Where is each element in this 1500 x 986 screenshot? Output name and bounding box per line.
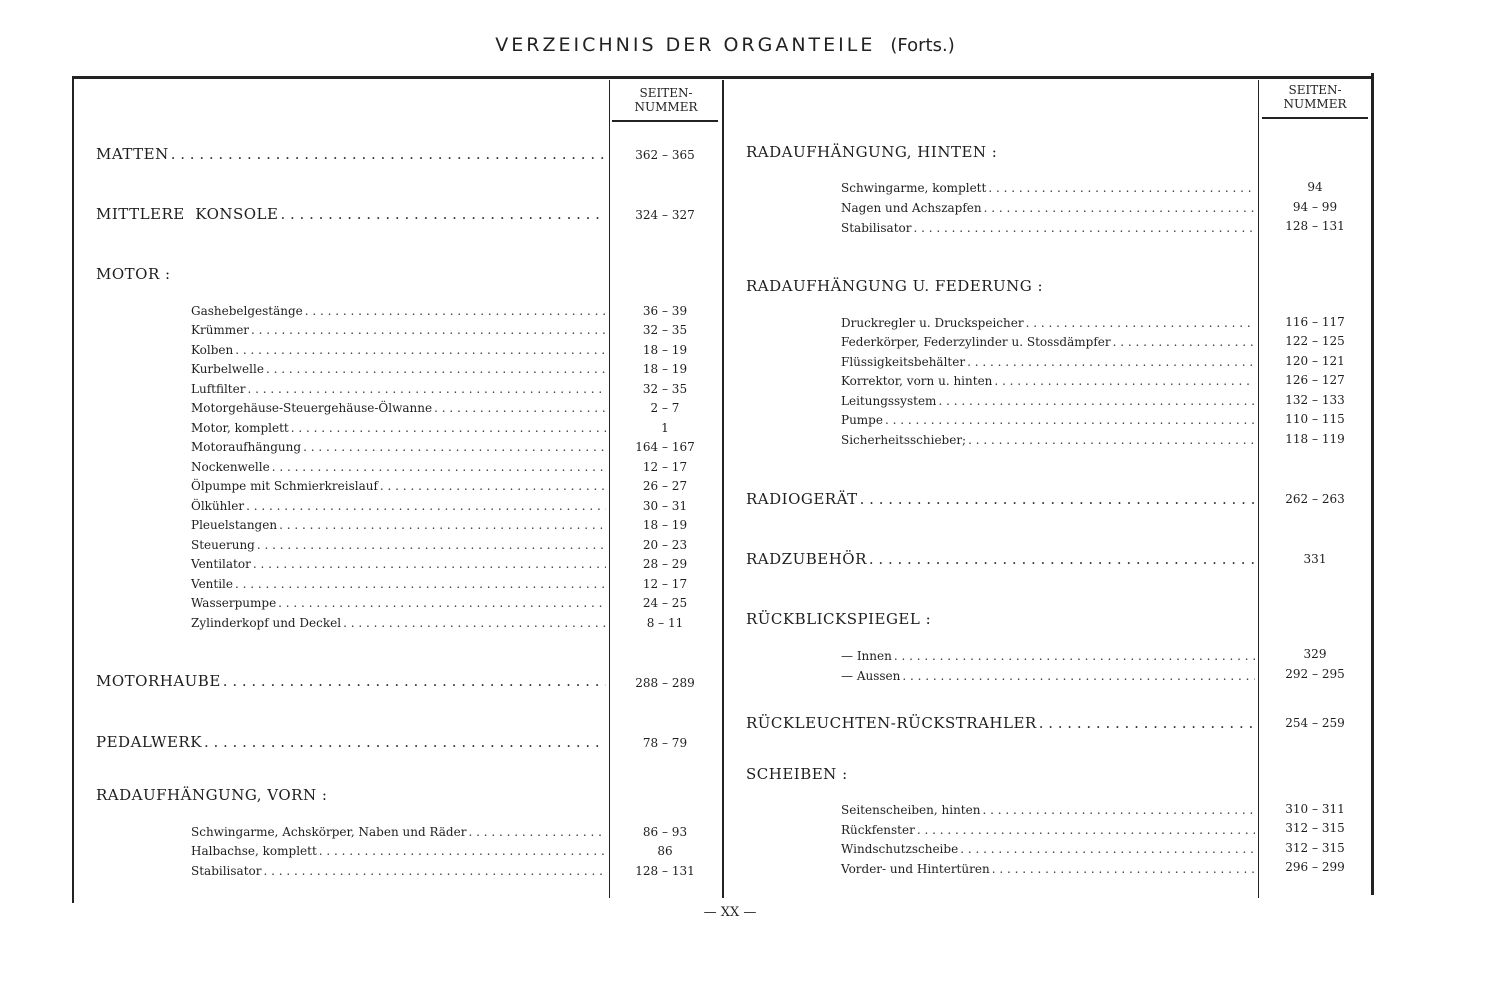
dot-leader: [291, 421, 606, 435]
page-range: 288 – 289: [635, 676, 695, 690]
section-heading: RÜCKBLICKSPIEGEL :: [746, 610, 932, 628]
dot-leader: [982, 803, 1255, 817]
dot-leader: [992, 862, 1255, 876]
entry-label: — Innen: [841, 649, 892, 663]
page-range: 1: [661, 421, 669, 435]
entry-label: RADZUBEHÖR: [746, 550, 867, 568]
page-range: 36 – 39: [642, 304, 688, 318]
page-range: 128 – 131: [635, 864, 695, 878]
index-subentry: [191, 382, 606, 396]
index-subentry: [841, 823, 1255, 837]
entry-label: Kurbelwelle: [191, 362, 264, 376]
entry-label: Korrektor, vorn u. hinten: [841, 374, 993, 388]
entry-label: Ölkühler: [191, 499, 245, 513]
dot-leader: [319, 844, 606, 858]
dot-leader: [434, 401, 606, 415]
entry-label: RADIOGERÄT: [746, 490, 858, 508]
index-subentry: [841, 803, 1255, 817]
entry-label: RÜCKLEUCHTEN-RÜCKSTRAHLER: [746, 714, 1037, 732]
page-range: 120 – 121: [1285, 354, 1345, 368]
table-top-rule: [72, 76, 1374, 79]
page-range: 18 – 19: [642, 343, 688, 357]
page-range: 20 – 23: [642, 538, 688, 552]
entry-label: Stabilisator: [841, 221, 912, 235]
page-range: 2 – 7: [650, 401, 680, 415]
entry-label: PEDALWERK: [96, 733, 202, 751]
dot-leader: [247, 382, 606, 396]
dot-leader: [343, 616, 606, 630]
dot-leader: [235, 343, 606, 357]
dot-leader: [235, 577, 606, 591]
page-range: 362 – 365: [635, 148, 695, 162]
title-main: VERZEICHNIS DER ORGANTEILE: [495, 34, 876, 56]
left-page-number-header: [612, 86, 720, 114]
entry-label: Schwingarme, komplett: [841, 181, 987, 195]
entry-label: Windschutzscheibe: [841, 842, 959, 856]
entry-label: Luftfilter: [191, 382, 246, 396]
title-suffix: (Forts.): [890, 35, 955, 56]
dot-leader: [204, 733, 606, 751]
entry-label: Krümmer: [191, 323, 250, 337]
entry-label: Ventilator: [191, 557, 251, 571]
page-title: [0, 34, 1450, 56]
page-range: 32 – 35: [642, 323, 688, 337]
entry-label: Motoraufhängung: [191, 440, 302, 454]
right-header-rule: [1262, 117, 1368, 119]
dot-leader: [1113, 335, 1255, 349]
right-page-column-divider: [1258, 80, 1259, 898]
dot-leader: [885, 413, 1255, 427]
page-range: 12 – 17: [642, 577, 688, 591]
page-range: 329: [1303, 647, 1327, 661]
index-entry: [746, 550, 1255, 568]
right-outer-border: [1371, 73, 1374, 895]
entry-label: MATTEN: [96, 145, 169, 163]
dot-leader: [266, 362, 606, 376]
entry-label: Zylinderkopf und Deckel: [191, 616, 342, 630]
index-subentry: [841, 335, 1255, 349]
page-range: 86: [657, 844, 673, 858]
left-page-column-divider: [609, 80, 610, 898]
index-subentry: [841, 669, 1255, 683]
index-subentry: [191, 401, 606, 415]
index-subentry: [191, 323, 606, 337]
index-subentry: [191, 421, 606, 435]
page-range: 18 – 19: [642, 518, 688, 532]
dot-leader: [380, 479, 606, 493]
section-heading: RADAUFHÄNGUNG, HINTEN :: [746, 143, 998, 161]
index-subentry: [191, 538, 606, 552]
index-subentry: [191, 479, 606, 493]
dot-leader: [960, 842, 1255, 856]
dot-leader: [303, 440, 606, 454]
index-subentry: [191, 304, 606, 318]
center-divider: [722, 80, 724, 898]
index-subentry: [191, 343, 606, 357]
dot-leader: [984, 201, 1255, 215]
page-range: 28 – 29: [642, 557, 688, 571]
page-range: 312 – 315: [1285, 821, 1345, 835]
index-entry: [96, 672, 606, 690]
page-range: 164 – 167: [635, 440, 695, 454]
index-subentry: [841, 862, 1255, 876]
page-range: 26 – 27: [642, 479, 688, 493]
index-subentry: [191, 362, 606, 376]
index-subentry: [841, 355, 1255, 369]
index-subentry: [191, 825, 606, 839]
index-subentry: [841, 374, 1255, 388]
entry-label: Pumpe: [841, 413, 883, 427]
page-range: 116 – 117: [1285, 315, 1345, 329]
index-subentry: [191, 499, 606, 513]
entry-label: Seitenscheiben, hinten: [841, 803, 981, 817]
index-entry: [746, 490, 1255, 508]
page-range: 24 – 25: [642, 596, 688, 610]
index-entry: [746, 714, 1255, 732]
dot-leader: [171, 145, 606, 163]
entry-label: Schwingarme, Achskörper, Naben und Räder: [191, 825, 467, 839]
index-subentry: [841, 842, 1255, 856]
entry-label: Ventile: [191, 577, 233, 591]
index-subentry: [841, 649, 1255, 663]
dot-leader: [251, 323, 606, 337]
entry-label: MOTORHAUBE: [96, 672, 221, 690]
dot-leader: [280, 205, 606, 223]
entry-label: Steuerung: [191, 538, 255, 552]
dot-leader: [246, 499, 606, 513]
page-range: 126 – 127: [1285, 373, 1345, 387]
index-subentry: [191, 440, 606, 454]
dot-leader: [917, 823, 1255, 837]
page-range: 12 – 17: [642, 460, 688, 474]
dot-leader: [869, 550, 1255, 568]
page-range: 312 – 315: [1285, 841, 1345, 855]
entry-label: Federkörper, Federzylinder u. Stossdämpfer: [841, 335, 1111, 349]
dot-leader: [253, 557, 606, 571]
index-subentry: [841, 221, 1255, 235]
page-range: 128 – 131: [1285, 219, 1345, 233]
index-subentry: [191, 577, 606, 591]
page-range: 94 – 99: [1292, 200, 1338, 214]
entry-label: Pleuelstangen: [191, 518, 278, 532]
page-range: 18 – 19: [642, 362, 688, 376]
dot-leader: [257, 538, 606, 552]
index-subentry: [841, 201, 1255, 215]
dot-leader: [305, 304, 606, 318]
index-entry: [96, 733, 606, 751]
dot-leader: [264, 864, 607, 878]
dot-leader: [894, 649, 1255, 663]
page-range: 78 – 79: [642, 736, 688, 750]
index-subentry: [841, 433, 1255, 447]
left-outer-border: [72, 77, 74, 903]
header-line1: SEITEN-: [639, 86, 693, 100]
entry-label: Stabilisator: [191, 864, 262, 878]
page-range: 132 – 133: [1285, 393, 1345, 407]
entry-label: Ölpumpe mit Schmierkreislauf: [191, 479, 378, 493]
entry-label: Halbachse, komplett: [191, 844, 317, 858]
dot-leader: [938, 394, 1255, 408]
page-range: 86 – 93: [642, 825, 688, 839]
section-heading: SCHEIBEN :: [746, 765, 848, 783]
page-number-footer: — XX —: [703, 905, 757, 920]
page-range: 30 – 31: [642, 499, 688, 513]
entry-label: Leitungssystem: [841, 394, 937, 408]
header-line2: NUMMER: [634, 100, 698, 114]
page-range: 118 – 119: [1285, 432, 1345, 446]
left-header-rule: [612, 120, 718, 122]
dot-leader: [278, 596, 606, 610]
section-heading: RADAUFHÄNGUNG U. FEDERUNG :: [746, 277, 1044, 295]
page-range: 110 – 115: [1285, 412, 1345, 426]
dot-leader: [860, 490, 1255, 508]
index-subentry: [841, 316, 1255, 330]
page-range: 32 – 35: [642, 382, 688, 396]
index-entry: [96, 145, 606, 163]
page-range: 8 – 11: [646, 616, 684, 630]
page-range: 296 – 299: [1285, 860, 1345, 874]
page-range: 331: [1303, 552, 1327, 566]
dot-leader: [994, 374, 1255, 388]
entry-label: — Aussen: [841, 669, 901, 683]
entry-label: Wasserpumpe: [191, 596, 277, 610]
dot-leader: [272, 460, 606, 474]
section-heading: MOTOR :: [96, 265, 171, 283]
entry-label: Flüssigkeitsbehälter: [841, 355, 966, 369]
entry-label: Druckregler u. Druckspeicher: [841, 316, 1024, 330]
header-line2: NUMMER: [1283, 97, 1347, 111]
dot-leader: [988, 181, 1255, 195]
entry-label: Motorgehäuse-Steuergehäuse-Ölwanne: [191, 401, 433, 415]
page-range: 122 – 125: [1285, 334, 1345, 348]
index-subentry: [191, 616, 606, 630]
dot-leader: [1039, 714, 1255, 732]
dot-leader: [223, 672, 606, 690]
page-range: 262 – 263: [1285, 492, 1345, 506]
page-range: 324 – 327: [635, 208, 695, 222]
index-subentry: [191, 596, 606, 610]
entry-label: Vorder- und Hintertüren: [841, 862, 990, 876]
entry-label: Nagen und Achszapfen: [841, 201, 982, 215]
section-heading: RADAUFHÄNGUNG, VORN :: [96, 786, 328, 804]
page-range: 292 – 295: [1285, 667, 1345, 681]
index-subentry: [841, 394, 1255, 408]
dot-leader: [968, 433, 1255, 447]
index-subentry: [191, 864, 606, 878]
right-page-number-header: [1262, 83, 1368, 111]
index-subentry: [191, 518, 606, 532]
index-entry: [96, 205, 606, 223]
page-range: 94: [1307, 180, 1323, 194]
page-range: 310 – 311: [1285, 802, 1345, 816]
dot-leader: [902, 669, 1255, 683]
entry-label: Kolben: [191, 343, 234, 357]
index-subentry: [841, 413, 1255, 427]
dot-leader: [1026, 316, 1255, 330]
dot-leader: [279, 518, 606, 532]
dot-leader: [914, 221, 1256, 235]
entry-label: Nockenwelle: [191, 460, 270, 474]
entry-label: Rückfenster: [841, 823, 915, 837]
index-subentry: [191, 844, 606, 858]
index-subentry: [191, 557, 606, 571]
page-range: 254 – 259: [1285, 716, 1345, 730]
entry-label: Gashebelgestänge: [191, 304, 303, 318]
entry-label: Sicherheitsschieber;: [841, 433, 967, 447]
header-line1: SEITEN-: [1288, 83, 1342, 97]
entry-label: MITTLERE KONSOLE: [96, 205, 279, 223]
index-subentry: [841, 181, 1255, 195]
dot-leader: [468, 825, 606, 839]
index-subentry: [191, 460, 606, 474]
entry-label: Motor, komplett: [191, 421, 289, 435]
dot-leader: [967, 355, 1255, 369]
